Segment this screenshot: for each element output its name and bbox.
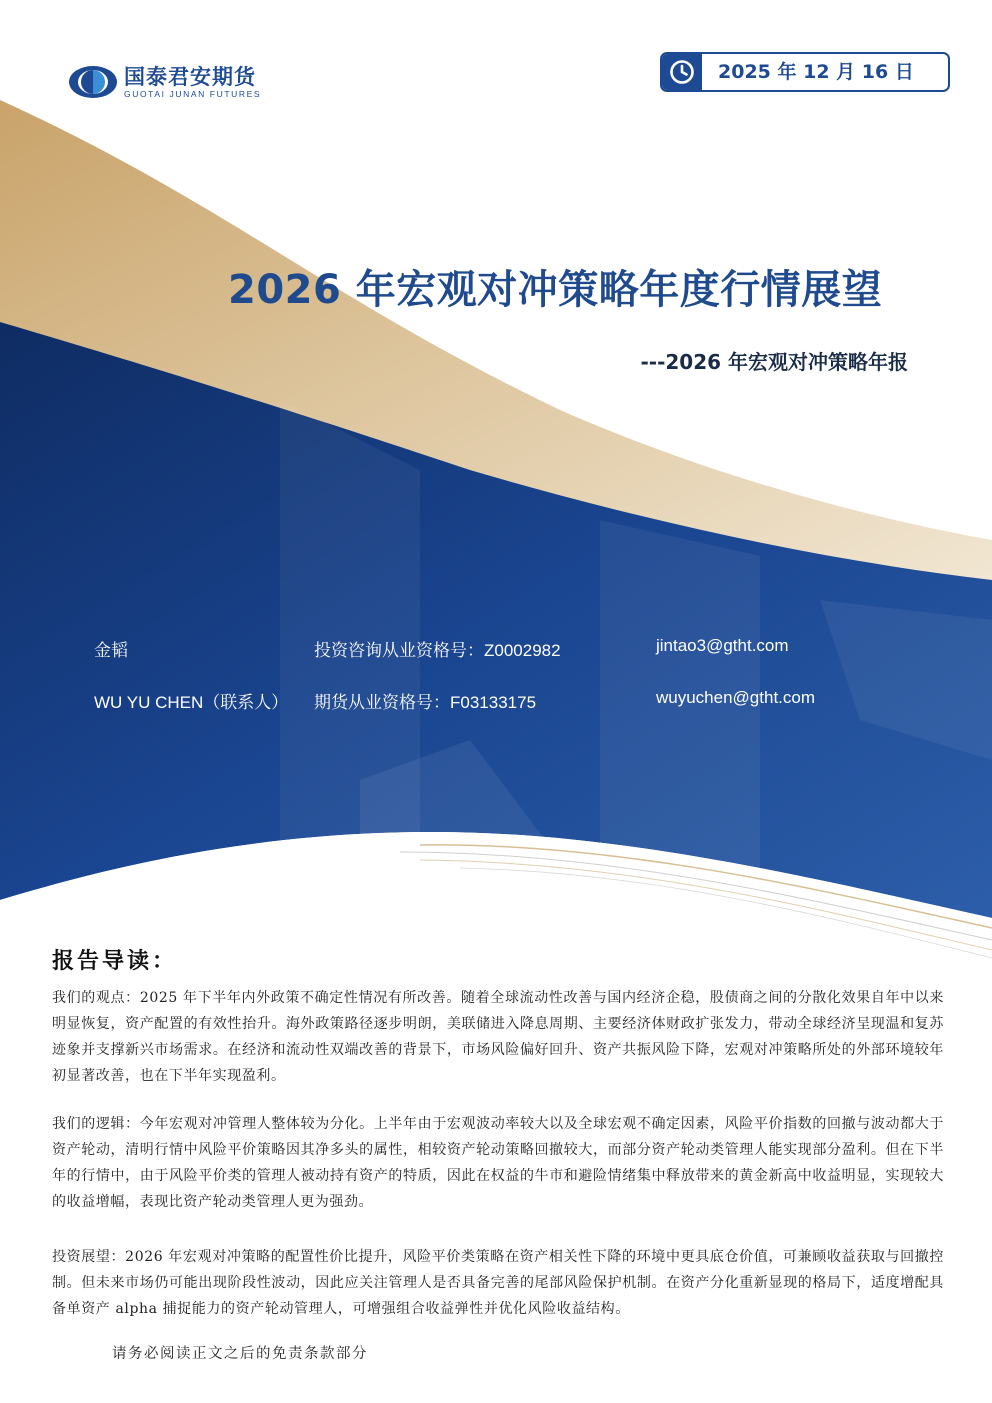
brand-logo xyxy=(68,64,261,100)
author-license: 期货从业资格号：F03133175 xyxy=(314,693,537,712)
paragraph-outlook: 投资展望：2026 年宏观对冲策略的配置性价比提升，风险平价类策略在资产相关性下降的环境中更具底仓价值，可兼顾收益获取与回撤控制。但未来市场仍可能出现阶段性波动，因此应关注管理人是否具备完善的尾部风险保护机制。在资产分化重新显现的格局下，适度增配具备单资产 alpha 捕捉能力的资产轮动管理人，可增强组合收益弹性并优化风险收益结构。 xyxy=(52,1249,944,1317)
brand-name-en: GUOTAI JUNAN FUTURES xyxy=(124,89,262,99)
report-date-box xyxy=(660,52,950,92)
paragraph-logic: 我们的逻辑：今年宏观对冲管理人整体较为分化。上半年由于宏观波动率较大以及全球宏观不确定因素，风险平价指数的回撤与波动都大于资产轮动，清明行情中风险平价策略因其净多头的属性，相较资产轮动策略回撤较大，而部分资产轮动类管理人能实现部分盈利。但在下半年的行情中，由于风险平价类的管理人被动持有资产的特质，因此在权益的牛市和避险情绪集中释放带来的黄金新高中收益明显，实现较大的收益增幅，表现比资产轮动类管理人更为强劲。 xyxy=(52,1116,944,1210)
author-email: wuyuchen@gtht.com xyxy=(656,688,816,707)
section-heading-guide: 报告导读： xyxy=(52,948,178,974)
author-email: jintao3@gtht.com xyxy=(656,636,789,655)
guotai-junan-logo-icon xyxy=(68,64,118,100)
author-name: 金韬 xyxy=(94,641,128,660)
clock-icon xyxy=(669,59,695,85)
author-license: 投资咨询从业资格号：Z0002982 xyxy=(314,641,561,660)
report-title: 2026 年宏观对冲策略年度行情展望 xyxy=(228,267,883,313)
author-name: WU YU CHEN（联系人） xyxy=(94,693,289,712)
paragraph-viewpoint: 我们的观点：2025 年下半年内外政策不确定性情况有所改善。随着全球流动性改善与国内经济企稳，股债商之间的分散化效果自年中以来明显恢复，资产配置的有效性抬升。海外政策路径逐步明朗，美联储进入降息周期、主要经济体财政扩张发力，带动全球经济呈现温和复苏迹象并支撑新兴市场需求。在经济和流动性双端改善的背景下，市场风险偏好回升、资产共振风险下降，宏观对冲策略所处的外部环境较年初显著改善，也在下半年实现盈利。 xyxy=(52,990,944,1084)
report-subtitle: ---2026 年宏观对冲策略年报 xyxy=(640,350,908,374)
report-date: 2025 年 12 月 16 日 xyxy=(718,61,914,83)
brand-name-cn: 国泰君安期货 xyxy=(124,65,256,89)
disclaimer-note: 请务必阅读正文之后的免责条款部分 xyxy=(112,1346,368,1362)
